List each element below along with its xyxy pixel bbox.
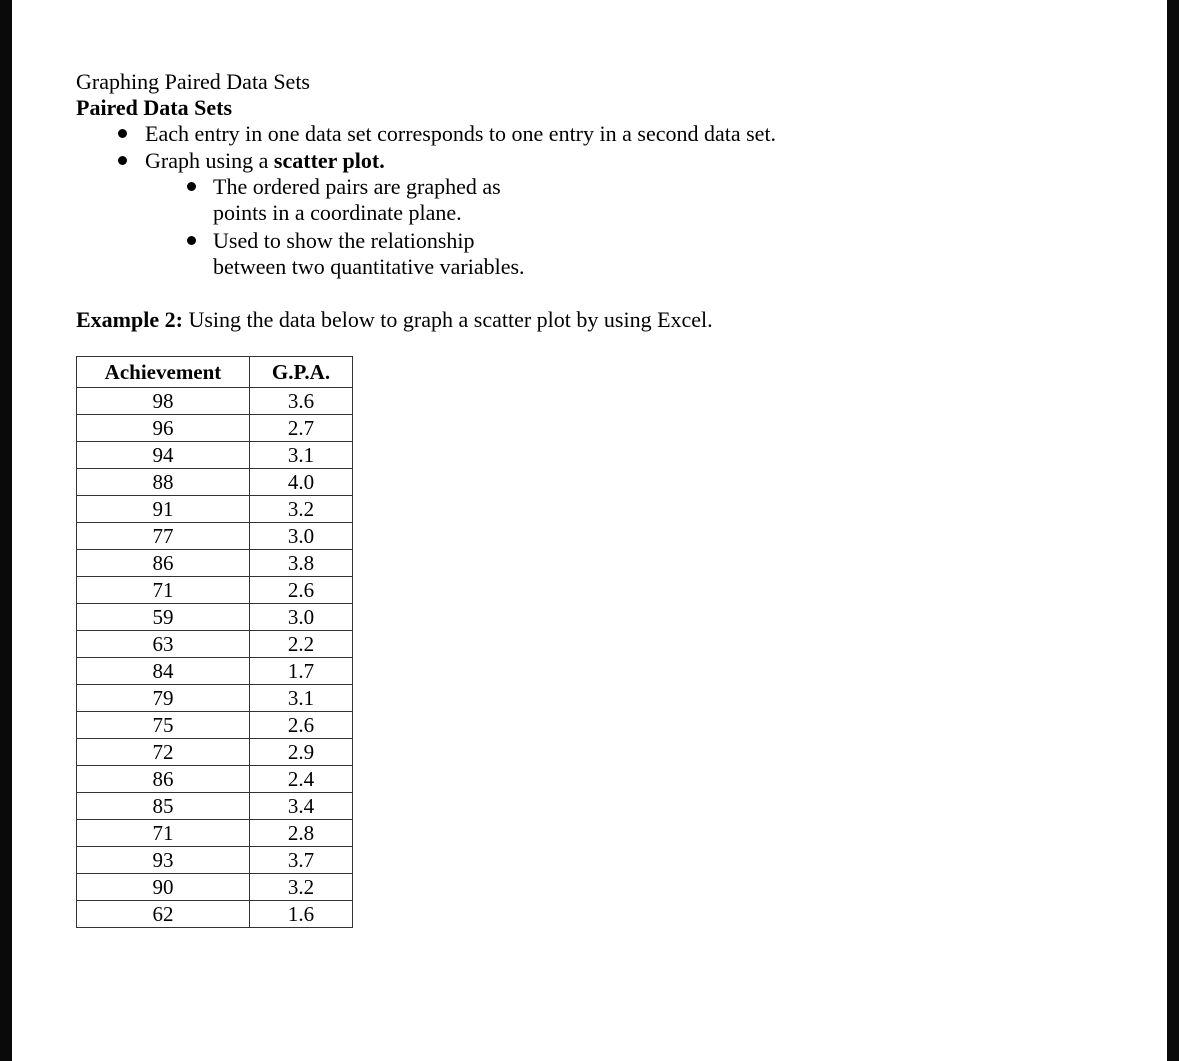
- bullet-icon: [118, 129, 127, 138]
- sub-bullet-icon: [187, 182, 196, 191]
- bullet-item-2-text: Graph using a: [145, 148, 274, 173]
- sub-bullet-2-line-1: Used to show the relationship: [213, 228, 475, 253]
- bullet-icon: [118, 156, 127, 165]
- bullet-item-2: [145, 148, 385, 174]
- table-row: [77, 874, 353, 901]
- table-row: [77, 388, 353, 415]
- gpa-cell: 3.2: [250, 874, 353, 901]
- gpa-cell: 3.6: [250, 388, 353, 415]
- gpa-cell: 3.0: [250, 523, 353, 550]
- example-line: [76, 307, 713, 333]
- gpa-cell: 3.0: [250, 604, 353, 631]
- achievement-cell: 72: [77, 739, 250, 766]
- achievement-cell: 71: [77, 820, 250, 847]
- table-body: [77, 388, 353, 928]
- gpa-cell: 3.1: [250, 442, 353, 469]
- table-row: [77, 712, 353, 739]
- achievement-cell: 94: [77, 442, 250, 469]
- gpa-cell: 3.8: [250, 550, 353, 577]
- sub-bullet-1-line-1: The ordered pairs are graphed as: [213, 174, 501, 199]
- gpa-cell: 2.8: [250, 820, 353, 847]
- table-row: [77, 469, 353, 496]
- gpa-cell: 3.4: [250, 793, 353, 820]
- table-row: [77, 820, 353, 847]
- achievement-cell: 90: [77, 874, 250, 901]
- column-header-achievement: Achievement: [77, 357, 250, 388]
- example-text: Using the data below to graph a scatter plot by using Excel.: [182, 307, 713, 332]
- document-title: Graphing Paired Data Sets: [76, 69, 310, 94]
- table-row: [77, 496, 353, 523]
- sub-bullet-icon: [187, 236, 196, 245]
- table-row: [77, 847, 353, 874]
- achievement-cell: 86: [77, 550, 250, 577]
- column-header-gpa: G.P.A.: [250, 357, 353, 388]
- sub-bullet-2-line-2: between two quantitative variables.: [213, 254, 525, 279]
- achievement-cell: 77: [77, 523, 250, 550]
- gpa-cell: 1.6: [250, 901, 353, 928]
- achievement-cell: 85: [77, 793, 250, 820]
- gpa-cell: 3.7: [250, 847, 353, 874]
- gpa-cell: 2.2: [250, 631, 353, 658]
- data-table: [76, 356, 353, 928]
- sub-bullet-1-line-2: points in a coordinate plane.: [213, 200, 462, 225]
- table-header-row: [77, 357, 353, 388]
- gpa-cell: 4.0: [250, 469, 353, 496]
- table-row: [77, 793, 353, 820]
- gpa-cell: 2.4: [250, 766, 353, 793]
- table-row: [77, 901, 353, 928]
- achievement-cell: 84: [77, 658, 250, 685]
- gpa-cell: 2.6: [250, 577, 353, 604]
- achievement-cell: 75: [77, 712, 250, 739]
- table-row: [77, 550, 353, 577]
- achievement-cell: 62: [77, 901, 250, 928]
- achievement-cell: 88: [77, 469, 250, 496]
- achievement-cell: 86: [77, 766, 250, 793]
- achievement-cell: 98: [77, 388, 250, 415]
- table-row: [77, 631, 353, 658]
- table-row: [77, 658, 353, 685]
- table-row: [77, 523, 353, 550]
- table-row: [77, 739, 353, 766]
- gpa-cell: 3.1: [250, 685, 353, 712]
- achievement-cell: 79: [77, 685, 250, 712]
- table-row: [77, 442, 353, 469]
- table-row: [77, 577, 353, 604]
- table-row: [77, 685, 353, 712]
- achievement-cell: 91: [77, 496, 250, 523]
- section-heading: Paired Data Sets: [76, 95, 233, 120]
- table-row: [77, 766, 353, 793]
- gpa-cell: 2.7: [250, 415, 353, 442]
- table-row: [77, 415, 353, 442]
- table-row: [77, 604, 353, 631]
- bullet-item-1: Each entry in one data set corresponds to one entry in a second data set.: [145, 121, 777, 146]
- gpa-cell: 3.2: [250, 496, 353, 523]
- achievement-cell: 59: [77, 604, 250, 631]
- achievement-cell: 71: [77, 577, 250, 604]
- gpa-cell: 1.7: [250, 658, 353, 685]
- achievement-cell: 63: [77, 631, 250, 658]
- document-page: [12, 0, 1167, 1061]
- achievement-cell: 93: [77, 847, 250, 874]
- achievement-cell: 96: [77, 415, 250, 442]
- gpa-cell: 2.6: [250, 712, 353, 739]
- gpa-cell: 2.9: [250, 739, 353, 766]
- bullet-item-2-bold: scatter plot.: [273, 148, 385, 173]
- example-label: Example 2:: [76, 307, 183, 332]
